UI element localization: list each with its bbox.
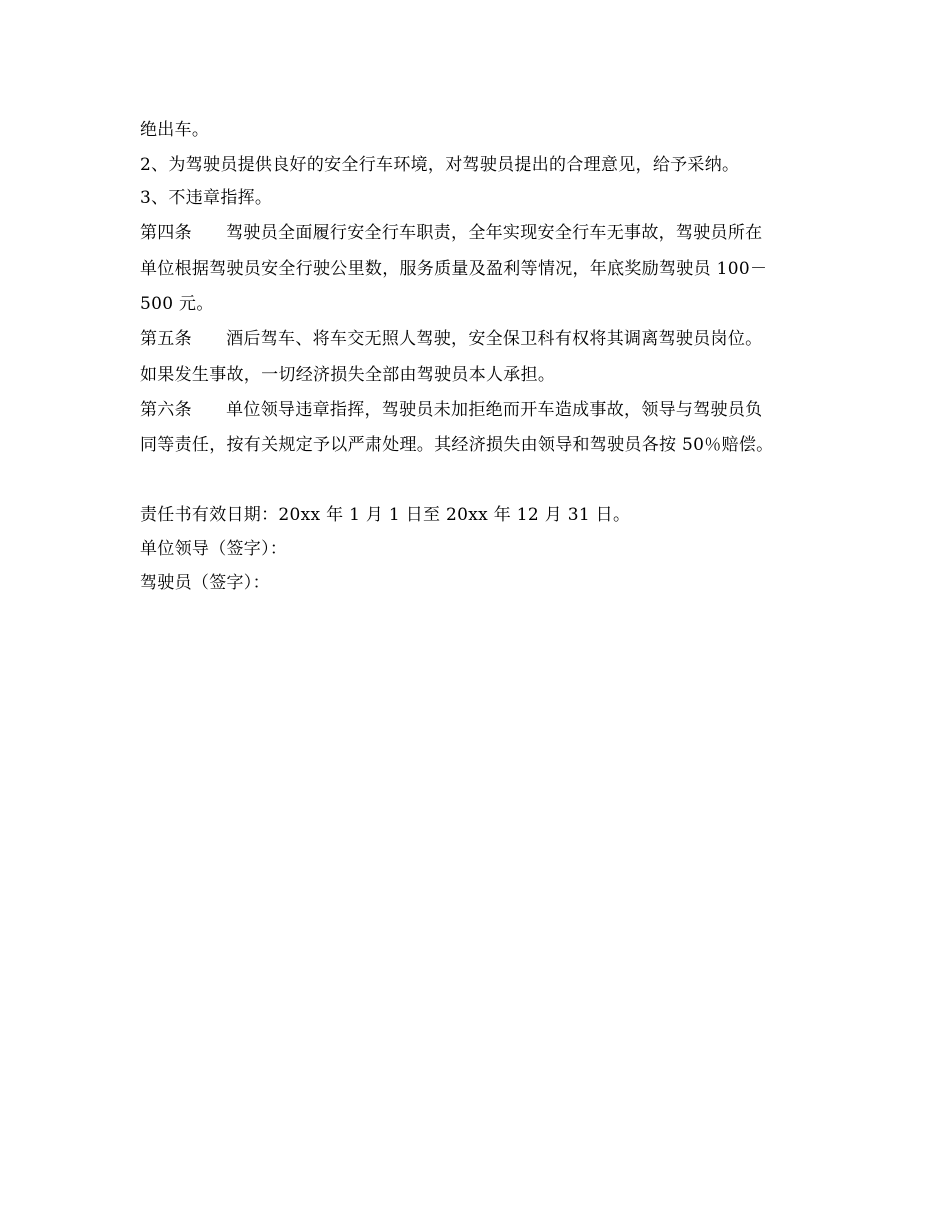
text-line: 3、不违章指挥。 — [140, 188, 273, 208]
text-line: 2、为驾驶员提供良好的安全行车环境，对驾驶员提出的合理意见，给予采纳。 — [140, 155, 740, 175]
text-line: 绝出车。 — [140, 120, 210, 140]
driver-signature: 驾驶员（签字）： — [140, 573, 270, 593]
article-four: 第四条 驾驶员全面履行安全行车职责，全年实现安全行车无事故，驾驶员所在 — [140, 223, 763, 243]
text-line: 如果发生事故，一切经济损失全部由驾驶员本人承担。 — [140, 365, 556, 385]
text-line: 500 元。 — [140, 294, 214, 314]
validity-date: 责任书有效日期：20xx 年 1 月 1 日至 20xx 年 12 月 31 日。 — [140, 505, 631, 525]
unit-leader-signature: 单位领导（签字）： — [140, 539, 288, 559]
article-six: 第六条 单位领导违章指挥，驾驶员未加拒绝而开车造成事故，领导与驾驶员负 — [140, 400, 763, 420]
text-line: 同等责任，按有关规定予以严肃处理。其经济损失由领导和驾驶员各按 50％赔偿。 — [140, 435, 774, 455]
article-five: 第五条 酒后驾车、将车交无照人驾驶，安全保卫科有权将其调离驾驶员岗位。 — [140, 329, 763, 349]
text-line: 单位根据驾驶员安全行驶公里数，服务质量及盈利等情况，年底奖励驾驶员 100－ — [140, 259, 768, 279]
